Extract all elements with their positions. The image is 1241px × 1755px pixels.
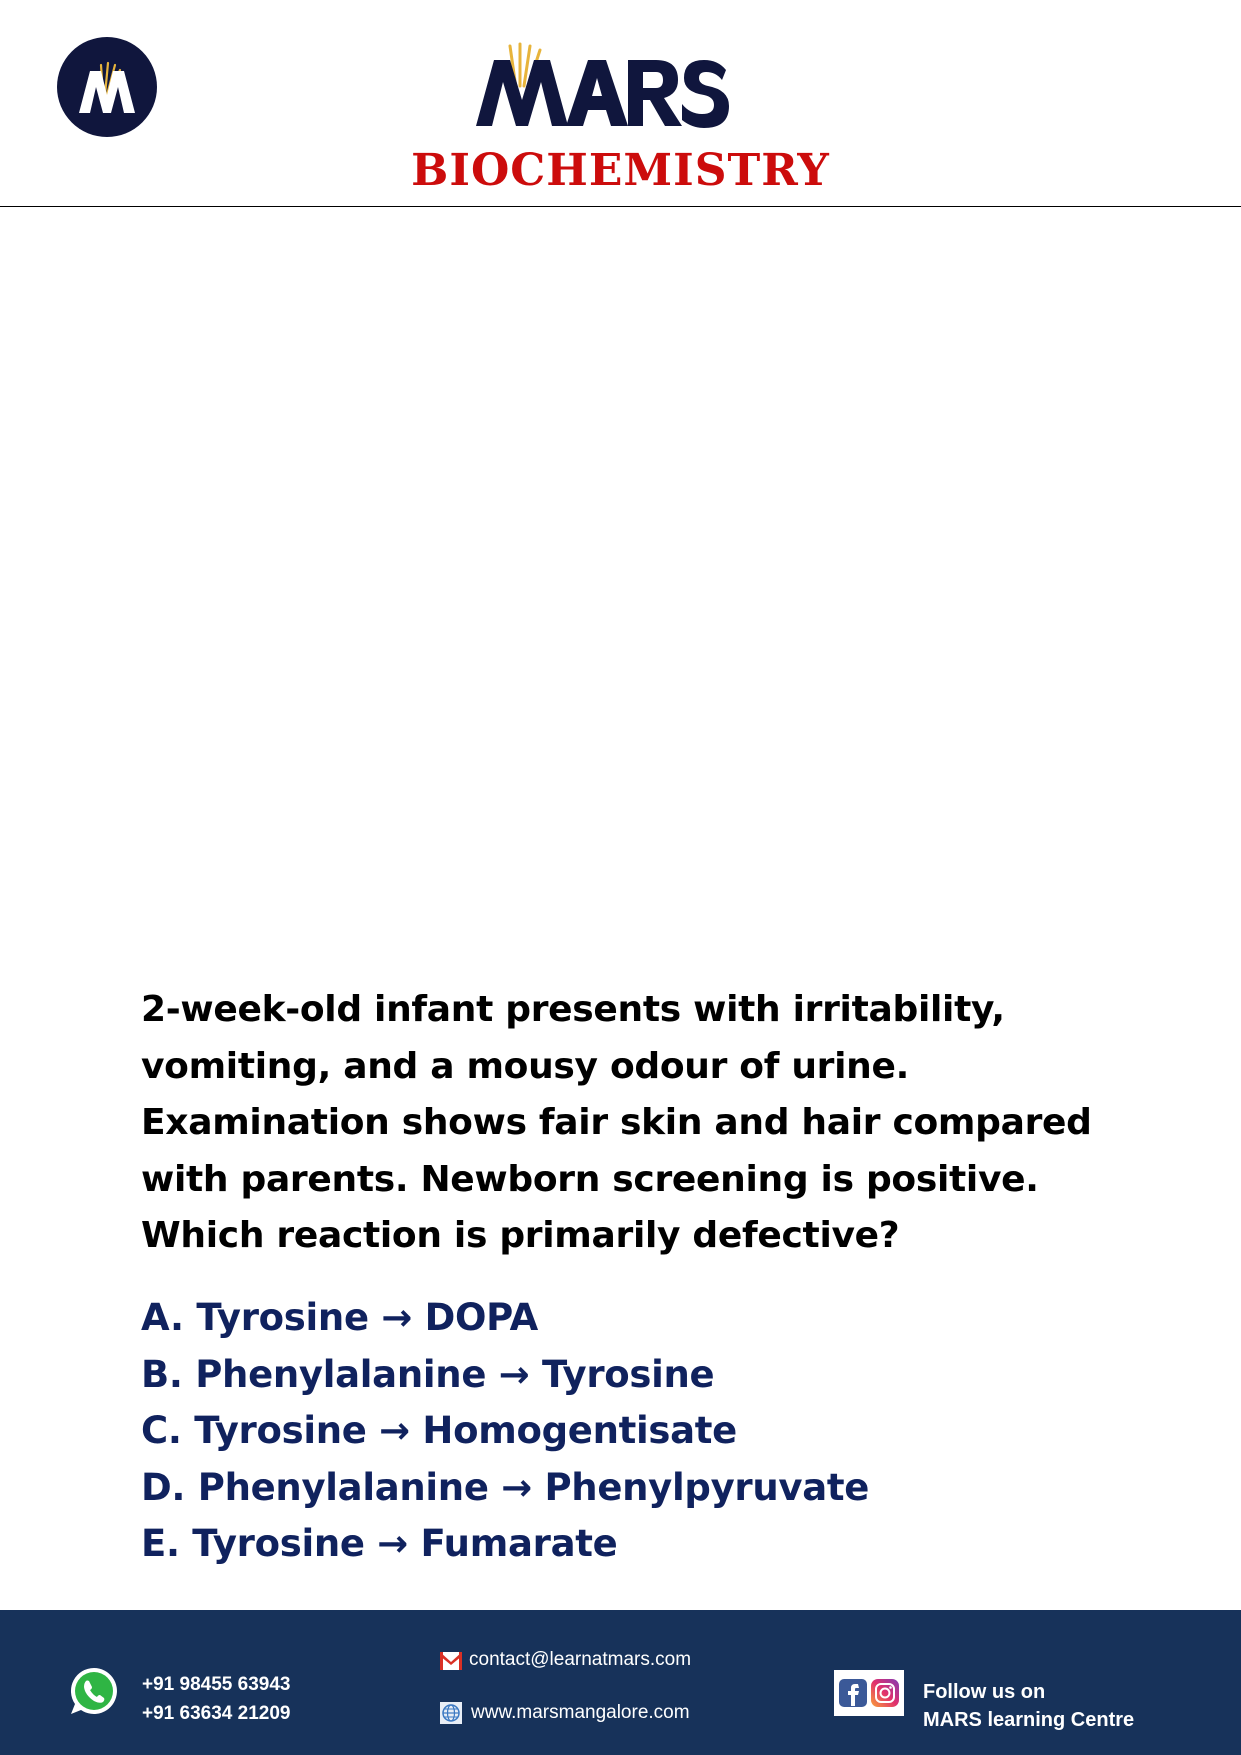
globe-icon	[440, 1702, 462, 1724]
mars-brand-logo-icon	[470, 40, 730, 130]
facebook-icon[interactable]	[839, 1679, 867, 1707]
subject-title: BIOCHEMISTRY	[411, 145, 830, 196]
website-link[interactable]: www.marsmangalore.com	[471, 1702, 690, 1723]
header	[0, 0, 1241, 207]
phone-number[interactable]: +91 63634 21209	[142, 1703, 291, 1724]
question-text	[141, 982, 1181, 1265]
option-e[interactable]: E. Tyrosine → Fumarate	[141, 1522, 618, 1565]
phone-number[interactable]: +91 98455 63943	[142, 1674, 291, 1695]
whatsapp-icon	[68, 1665, 120, 1717]
question-line: Examination shows fair skin and hair compared	[141, 1102, 1092, 1143]
follow-text: Follow us on	[923, 1681, 1046, 1703]
option-b[interactable]: B. Phenylalanine → Tyrosine	[141, 1352, 715, 1396]
instagram-icon[interactable]	[871, 1679, 899, 1707]
social-icons	[834, 1670, 904, 1716]
option-a[interactable]: A. Tyrosine → DOPA	[141, 1296, 538, 1339]
option-d[interactable]: D. Phenylalanine → Phenylpyruvate	[141, 1465, 870, 1509]
answer-options	[141, 1290, 869, 1573]
footer	[0, 1610, 1241, 1755]
mail-icon	[440, 1652, 462, 1670]
follow-text[interactable]: MARS learning Centre	[923, 1709, 1135, 1731]
option-c[interactable]: C. Tyrosine → Homogentisate	[141, 1409, 737, 1452]
question-line: Which reaction is primarily defective?	[141, 1215, 900, 1256]
question-line: vomiting, and a mousy odour of urine.	[141, 1045, 909, 1087]
mars-corner-logo-icon	[57, 37, 157, 137]
question-line: 2-week-old infant presents with irritability,	[141, 989, 1005, 1030]
question-line: with parents. Newborn screening is positive.	[141, 1158, 1039, 1200]
email-link[interactable]: contact@learnatmars.com	[469, 1649, 692, 1670]
